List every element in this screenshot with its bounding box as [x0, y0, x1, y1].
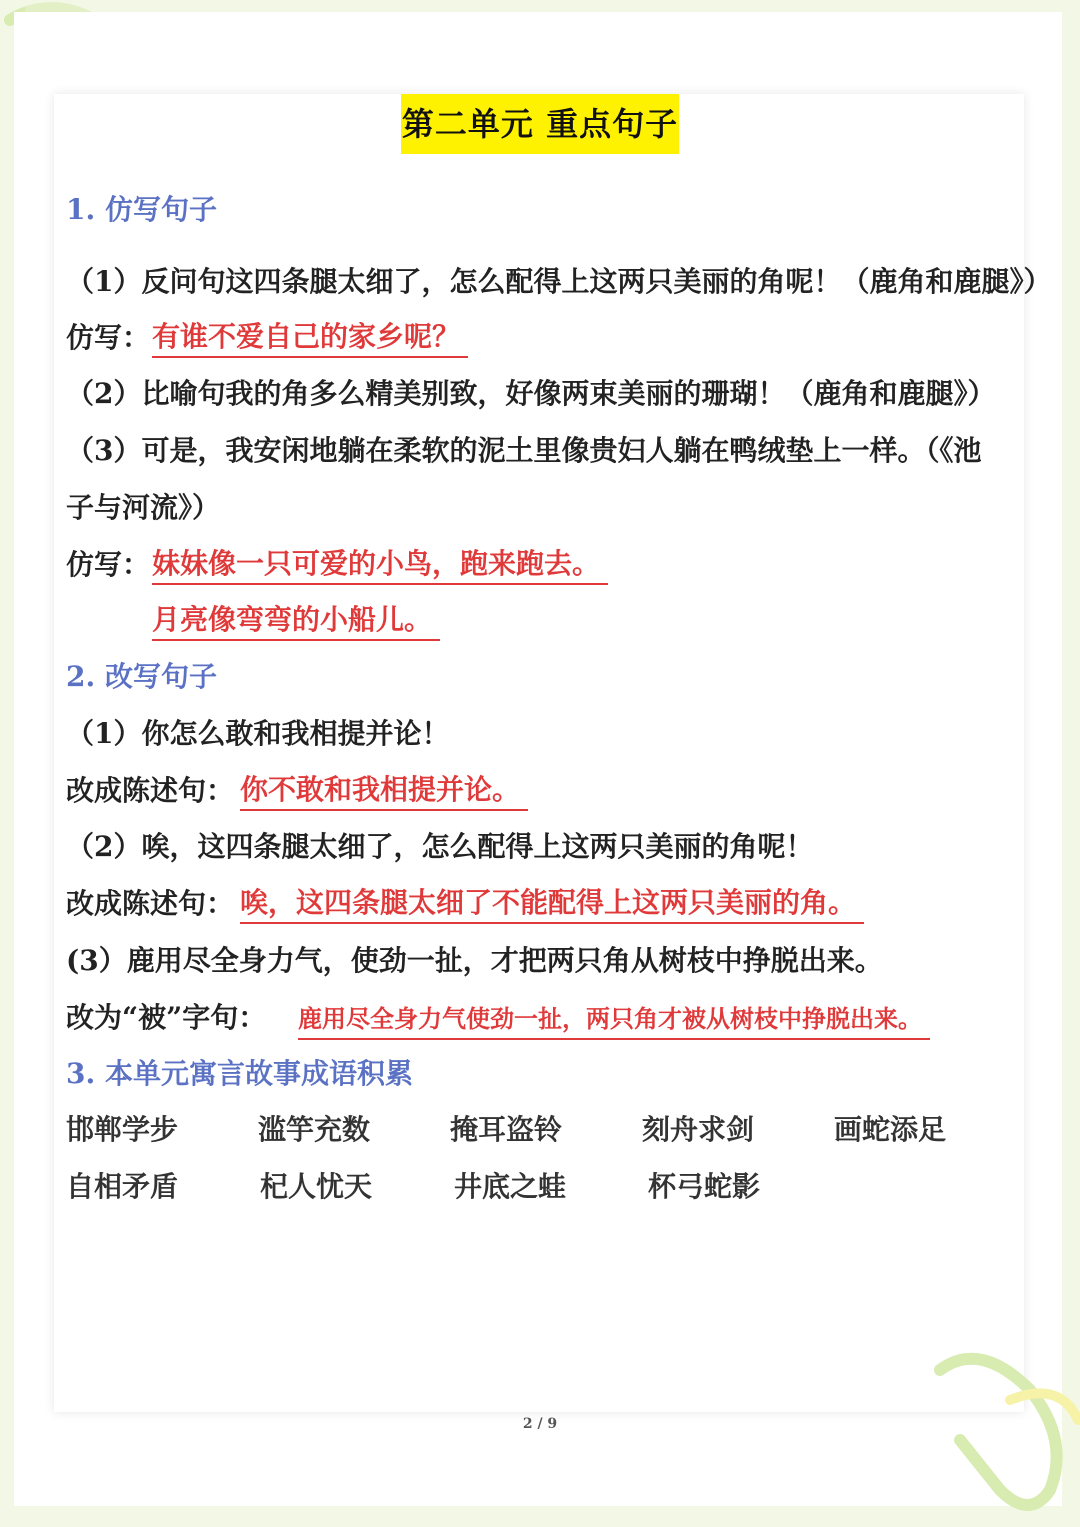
page-indicator: 2 / 9	[522, 1416, 558, 1432]
page-title: 第二单元 重点句子	[401, 94, 679, 154]
idiom-item: 掩耳盗铃	[450, 1113, 563, 1146]
idiom-item: 杞人忧天	[260, 1170, 373, 1203]
rewrite-answer-1: 你不敢和我相提并论。	[240, 771, 528, 811]
rewrite-label-1: 改成陈述句：	[66, 774, 235, 807]
idiom-item: 邯郸学步	[66, 1113, 179, 1146]
sentence-1-2: （2）比喻句我的角多么精美别致，好像两束美丽的珊瑚！（鹿角和鹿腿》）	[66, 377, 996, 410]
idiom-item: 画蛇添足	[834, 1113, 947, 1146]
idiom-list	[66, 1110, 1026, 1224]
imitate-answer-2b: 月亮像弯弯的小船儿。	[152, 601, 440, 641]
sentence-2-3: (3）鹿用尽全身力气，使劲一扯，才把两只角从树枝中挣脱出来。	[66, 944, 883, 977]
idiom-item: 滥竽充数	[258, 1113, 371, 1146]
sentence-1-3-line2: 子与河流》）	[66, 491, 221, 524]
idiom-item: 自相矛盾	[66, 1170, 179, 1203]
section-heading-rewrite: 2. 改写句子	[66, 660, 217, 693]
rewrite-answer-2: 唉，这四条腿太细了不能配得上这两只美丽的角。	[240, 884, 864, 924]
sentence-1-3-line1: （3）可是，我安闲地躺在柔软的泥土里像贵妇人躺在鸭绒垫上一样。（《池	[66, 434, 982, 467]
idiom-item: 刻舟求剑	[642, 1113, 755, 1146]
imitate-label-2: 仿写：	[66, 548, 151, 581]
rewrite-answer-3: 鹿用尽全身力气使劲一扯，两只角才被从树枝中挣脱出来。	[298, 1000, 930, 1040]
idiom-row	[66, 1167, 1026, 1224]
sentence-2-1: （1）你怎么敢和我相提并论！	[66, 717, 450, 750]
section-heading-imitate: 1. 仿写句子	[66, 193, 217, 226]
idiom-item: 杯弓蛇影	[648, 1170, 761, 1203]
idiom-item: 井底之蛙	[454, 1170, 567, 1203]
imitate-answer-1: 有谁不爱自己的家乡呢？	[152, 318, 468, 358]
section-heading-idioms: 3. 本单元寓言故事成语积累	[66, 1057, 413, 1090]
imitate-answer-2a: 妹妹像一只可爱的小鸟，跑来跑去。	[152, 545, 608, 585]
idiom-row	[66, 1110, 1026, 1167]
sentence-1-1: （1）反问句这四条腿太细了，怎么配得上这两只美丽的角呢！（鹿角和鹿腿》）	[66, 265, 1052, 298]
imitate-label-1: 仿写：	[66, 321, 151, 354]
sentence-2-2: （2）唉，这四条腿太细了，怎么配得上这两只美丽的角呢！	[66, 830, 814, 863]
rewrite-label-3: 改为“被”字句：	[66, 1001, 267, 1034]
rewrite-label-2: 改成陈述句：	[66, 887, 235, 920]
